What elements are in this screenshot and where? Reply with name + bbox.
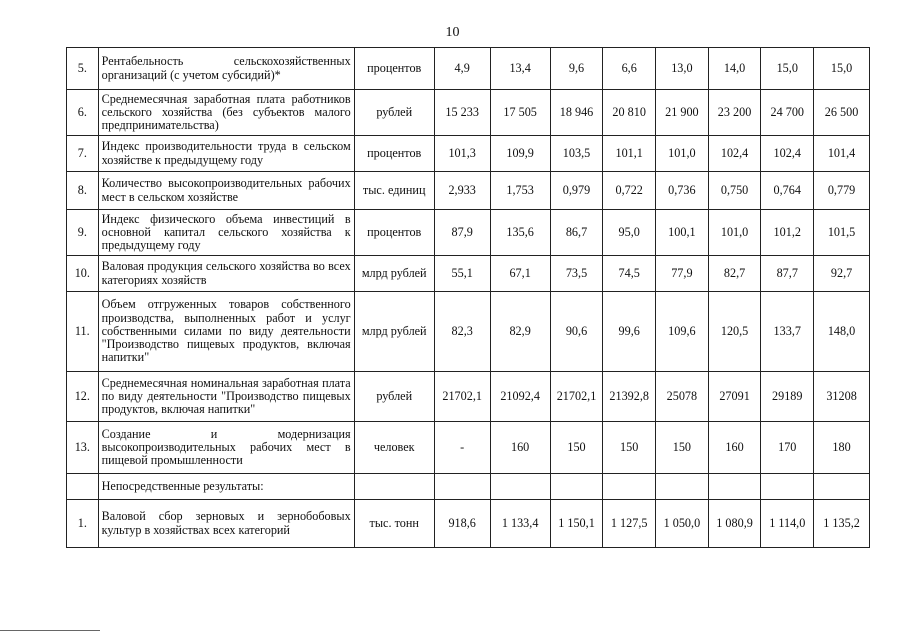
row-number: 1.: [67, 500, 99, 548]
value-cell: 0,736: [656, 172, 709, 210]
value-cell: 180: [814, 422, 870, 474]
value-cell: 103,5: [550, 136, 603, 172]
unit-cell: человек: [354, 422, 434, 474]
value-cell: 0,722: [603, 172, 656, 210]
unit-cell: процентов: [354, 48, 434, 90]
value-cell: 15,0: [814, 48, 870, 90]
value-cell: 21092,4: [490, 372, 550, 422]
value-cell: 67,1: [490, 256, 550, 292]
indicator-name: Среднемесячная заработная плата работников сельского хозяйства (без субъектов малого предпринимательства): [98, 90, 354, 136]
footnote-rule: [0, 630, 100, 631]
unit-cell: процентов: [354, 136, 434, 172]
value-cell: 0,779: [814, 172, 870, 210]
empty-cell: [434, 474, 490, 500]
row-number: 9.: [67, 210, 99, 256]
value-cell: 102,4: [708, 136, 761, 172]
value-cell: 92,7: [814, 256, 870, 292]
value-cell: 77,9: [656, 256, 709, 292]
value-cell: 55,1: [434, 256, 490, 292]
indicator-name: Индекс физического объема инвестиций в основной капитал сельского хозяйства к предыдущему году: [98, 210, 354, 256]
value-cell: 1,753: [490, 172, 550, 210]
indicators-table: [66, 47, 870, 548]
value-cell: 82,9: [490, 292, 550, 372]
empty-cell: [708, 474, 761, 500]
value-cell: 1 150,1: [550, 500, 603, 548]
page-number: 10: [445, 25, 460, 40]
value-cell: 95,0: [603, 210, 656, 256]
value-cell: 150: [603, 422, 656, 474]
unit-cell: тыс. единиц: [354, 172, 434, 210]
indicator-name: Создание и модернизация высокопроизводительных рабочих мест в пищевой промышленности: [98, 422, 354, 474]
value-cell: 1 114,0: [761, 500, 814, 548]
value-cell: 1 133,4: [490, 500, 550, 548]
value-cell: 109,9: [490, 136, 550, 172]
row-number: 7.: [67, 136, 99, 172]
value-cell: 82,7: [708, 256, 761, 292]
value-cell: 21 900: [656, 90, 709, 136]
empty-cell: [550, 474, 603, 500]
value-cell: 26 500: [814, 90, 870, 136]
value-cell: 101,4: [814, 136, 870, 172]
value-cell: 27091: [708, 372, 761, 422]
value-cell: 82,3: [434, 292, 490, 372]
value-cell: 23 200: [708, 90, 761, 136]
unit-cell: рублей: [354, 90, 434, 136]
indicator-name: Количество высокопроизводительных рабочих мест в сельском хозяйстве: [98, 172, 354, 210]
table-row: [67, 136, 870, 172]
section-row: [67, 474, 870, 500]
empty-cell: [603, 474, 656, 500]
row-number: 6.: [67, 90, 99, 136]
value-cell: 99,6: [603, 292, 656, 372]
value-cell: 13,0: [656, 48, 709, 90]
indicator-name: Валовая продукция сельского хозяйства во всех категориях хозяйств: [98, 256, 354, 292]
indicator-name: Индекс производительности труда в сельском хозяйстве к предыдущему году: [98, 136, 354, 172]
indicator-name: Среднемесячная номинальная заработная плата по виду деятельности "Производство пищевых продуктов, включая напитки": [98, 372, 354, 422]
unit-cell: процентов: [354, 210, 434, 256]
table-row: [67, 172, 870, 210]
value-cell: 29189: [761, 372, 814, 422]
empty-cell: [814, 474, 870, 500]
table-row: [67, 48, 870, 90]
value-cell: 13,4: [490, 48, 550, 90]
row-number: 13.: [67, 422, 99, 474]
value-cell: 101,1: [603, 136, 656, 172]
value-cell: 0,764: [761, 172, 814, 210]
unit-cell: млрд рублей: [354, 292, 434, 372]
value-cell: 101,3: [434, 136, 490, 172]
value-cell: 133,7: [761, 292, 814, 372]
unit-cell: млрд рублей: [354, 256, 434, 292]
table-row: [67, 422, 870, 474]
value-cell: 1 135,2: [814, 500, 870, 548]
row-number: 5.: [67, 48, 99, 90]
table-row: [67, 500, 870, 548]
value-cell: 102,4: [761, 136, 814, 172]
value-cell: 918,6: [434, 500, 490, 548]
empty-cell: [656, 474, 709, 500]
value-cell: 15,0: [761, 48, 814, 90]
row-number: 8.: [67, 172, 99, 210]
value-cell: 18 946: [550, 90, 603, 136]
unit-cell: тыс. тонн: [354, 500, 434, 548]
value-cell: 101,0: [708, 210, 761, 256]
value-cell: 101,2: [761, 210, 814, 256]
empty-cell: [490, 474, 550, 500]
value-cell: -: [434, 422, 490, 474]
value-cell: 101,5: [814, 210, 870, 256]
value-cell: 150: [550, 422, 603, 474]
value-cell: 100,1: [656, 210, 709, 256]
empty-cell: [354, 474, 434, 500]
value-cell: 109,6: [656, 292, 709, 372]
value-cell: 9,6: [550, 48, 603, 90]
value-cell: 21392,8: [603, 372, 656, 422]
table-row: [67, 90, 870, 136]
indicator-name: Объем отгруженных товаров собственного производства, выполненных работ и услуг собственными силами по виду деятельности "Производство пищевых продуктов, включая напитки": [98, 292, 354, 372]
row-number: 12.: [67, 372, 99, 422]
value-cell: 135,6: [490, 210, 550, 256]
value-cell: 74,5: [603, 256, 656, 292]
value-cell: 21702,1: [550, 372, 603, 422]
value-cell: 24 700: [761, 90, 814, 136]
value-cell: 86,7: [550, 210, 603, 256]
value-cell: 101,0: [656, 136, 709, 172]
value-cell: 87,9: [434, 210, 490, 256]
value-cell: 31208: [814, 372, 870, 422]
value-cell: 0,979: [550, 172, 603, 210]
value-cell: 21702,1: [434, 372, 490, 422]
row-number: [67, 474, 99, 500]
table-row: [67, 256, 870, 292]
value-cell: 1 050,0: [656, 500, 709, 548]
value-cell: 170: [761, 422, 814, 474]
value-cell: 14,0: [708, 48, 761, 90]
value-cell: 1 080,9: [708, 500, 761, 548]
row-number: 10.: [67, 256, 99, 292]
value-cell: 160: [490, 422, 550, 474]
value-cell: 120,5: [708, 292, 761, 372]
value-cell: 15 233: [434, 90, 490, 136]
value-cell: 87,7: [761, 256, 814, 292]
table-body: [67, 48, 870, 548]
value-cell: 1 127,5: [603, 500, 656, 548]
value-cell: 148,0: [814, 292, 870, 372]
value-cell: 25078: [656, 372, 709, 422]
value-cell: 6,6: [603, 48, 656, 90]
section-title: Непосредственные результаты:: [98, 474, 354, 500]
value-cell: 150: [656, 422, 709, 474]
value-cell: 17 505: [490, 90, 550, 136]
value-cell: 2,933: [434, 172, 490, 210]
value-cell: 0,750: [708, 172, 761, 210]
value-cell: 20 810: [603, 90, 656, 136]
table-row: [67, 292, 870, 372]
table-row: [67, 372, 870, 422]
value-cell: 90,6: [550, 292, 603, 372]
indicator-name: Рентабельность сельскохозяйственных организаций (с учетом субсидий)*: [98, 48, 354, 90]
unit-cell: рублей: [354, 372, 434, 422]
value-cell: 160: [708, 422, 761, 474]
indicator-name: Валовой сбор зерновых и зернобобовых культур в хозяйствах всех категорий: [98, 500, 354, 548]
table-row: [67, 210, 870, 256]
value-cell: 73,5: [550, 256, 603, 292]
empty-cell: [761, 474, 814, 500]
row-number: 11.: [67, 292, 99, 372]
value-cell: 4,9: [434, 48, 490, 90]
